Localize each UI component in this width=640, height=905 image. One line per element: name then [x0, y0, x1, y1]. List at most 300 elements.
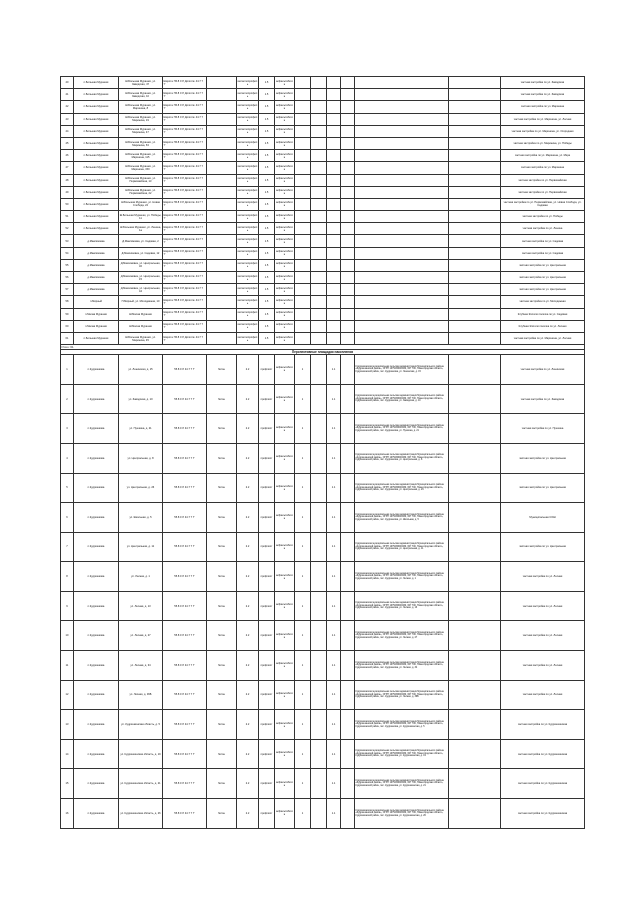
source-cell: частная застройка по ул. Кудряшкинская [501, 710, 585, 740]
empty-cell [327, 89, 341, 101]
section-b-rows [61, 355, 585, 829]
type-cell: металлопрофиль [237, 259, 259, 271]
empty-cell [295, 284, 311, 296]
empty-cell [311, 769, 327, 799]
type-cell: металлопрофиль [237, 186, 259, 198]
table-row [61, 355, 585, 385]
source-cell: частная застройка по ул. Лесная [501, 621, 585, 651]
owner-description-cell: Кудряшкинская муниципальная сельская администрация Муниципального района «Кудряшкинский район», ОГРН 1075238000330, 607 700, Нижегородская область, Кудряшкинский район, пос. Кудряшкова, ул. Кудряшкинская, д. 19 [355, 739, 449, 769]
empty-cell [449, 101, 501, 113]
row-number: 45 [61, 137, 74, 149]
empty-cell [207, 186, 237, 198]
owner-cell: частная застройка по ул. Маринина, ул. Лесная [501, 113, 585, 125]
owner-cell: частная застройка по ул. Садовая [501, 247, 585, 259]
address-cell: Ш.Большая Мурашки, ул. Маринина, 47 [119, 125, 163, 137]
fence-cell: профлист [259, 532, 275, 562]
settlement-cell: п.Кудряшкова [74, 651, 119, 681]
owner-cell: частная застройка по ул. Маринина, ул. Лесная [501, 332, 585, 344]
section-a-rows [61, 77, 585, 345]
empty-cell [355, 259, 449, 271]
empty-cell [449, 272, 501, 284]
coords-cell: Широта: 55.8 0 0' Долгота: 44.7 7 7' [163, 272, 207, 284]
empty-cell [327, 296, 341, 308]
owner-cell: частная застройка по ул. Молодежная [501, 296, 585, 308]
owner-description-cell: Кудряшкинская муниципальная сельская администрация Муниципального района «Кудряшкинский район», ОГРН 1075238000330, 607 700, Нижегородская область, Кудряшкинский район, пос. Кудряшкова, ул. Пушкина, д. 21 [355, 414, 449, 444]
empty-cell [355, 186, 449, 198]
document-page [60, 76, 584, 829]
section-divider [61, 345, 585, 355]
empty-cell [341, 77, 355, 89]
empty-cell [449, 186, 501, 198]
table-row [61, 247, 585, 259]
empty-cell [207, 113, 237, 125]
type-cell: металлопрофиль [237, 77, 259, 89]
empty-cell [341, 769, 355, 799]
area-cell: 1.5 [259, 162, 275, 174]
empty-cell [449, 77, 501, 89]
registry-table [60, 76, 585, 829]
empty-cell [449, 680, 501, 710]
address-cell: ул. Школьная, д. 5 [119, 503, 163, 533]
fence-cell: профлист [259, 710, 275, 740]
volume-cell: 1.1 [327, 503, 341, 533]
empty-cell [327, 101, 341, 113]
bins-cell: 1 [295, 799, 311, 829]
address-cell: Д.Максимовка, ул. Центральная, 32 [119, 259, 163, 271]
empty-cell [207, 235, 237, 247]
cover-cell: асфальтобетон [275, 272, 295, 284]
empty-cell [327, 150, 341, 162]
kind-cell: бетон [207, 799, 237, 829]
area-cell: 1.5 [259, 89, 275, 101]
coords-cell: Широта: 55.8 0 0' Долгота: 44.7 7 7' [163, 259, 207, 271]
empty-cell [311, 621, 327, 651]
fence-cell: профлист [259, 503, 275, 533]
coords-cell: Широта: 55.8 0 0' Долгота: 44.7 7 7' [163, 150, 207, 162]
empty-cell [295, 211, 311, 223]
address-cell: ул. Пушкина, д. 21 [119, 414, 163, 444]
empty-cell [355, 308, 449, 320]
area-cell: 2.2 [237, 769, 259, 799]
volume-cell: 1.1 [327, 680, 341, 710]
kind-cell: бетон [207, 591, 237, 621]
source-cell: частная застройка по ул. Лесная [501, 680, 585, 710]
cover-cell: асфальтобетон [275, 77, 295, 89]
empty-cell [295, 272, 311, 284]
address-cell: ул. Заводская, д. 10 [119, 384, 163, 414]
coords-cell: 55.8 0 0' 44.7 7 7' [163, 503, 207, 533]
table-row [61, 162, 585, 174]
empty-cell [355, 247, 449, 259]
area-cell: 1.5 [259, 77, 275, 89]
owner-cell: частная застройка по ул. Заводская [501, 89, 585, 101]
owner-description-cell: Кудряшкинская муниципальная сельская администрация Муниципального района «Кудряшкинский район», ОГРН 1075238000330, 607 700, Нижегородская область, Кудряшкинский район, пос. Кудряшкова, ул. Школьная, д. 5 [355, 503, 449, 533]
area-cell: 2.2 [237, 384, 259, 414]
empty-cell [311, 137, 327, 149]
address-cell: ул. Кудряшкинская область, д. 5 [119, 710, 163, 740]
owner-cell: частная застройка по ул. Ленина [501, 223, 585, 235]
empty-cell [341, 710, 355, 740]
coords-cell: Широта: 55.8 0 0' Долгота: 44.7 7 7' [163, 162, 207, 174]
coords-cell: 55.8 0 0' 44.7 7 7' [163, 384, 207, 414]
empty-cell [449, 591, 501, 621]
area-cell: 2.2 [237, 355, 259, 385]
empty-cell [327, 137, 341, 149]
table-row [61, 621, 585, 651]
area-cell: 1.5 [259, 223, 275, 235]
address-cell: Ш.Большая Мурашки, ул. Маринина, 150 [119, 162, 163, 174]
empty-cell [341, 174, 355, 186]
coords-cell: 55.8 0 0' 44.7 7 7' [163, 532, 207, 562]
settlement-cell: п.Большая Мурашки [74, 174, 119, 186]
empty-cell [449, 562, 501, 592]
cover-cell: асфальтобетон [275, 296, 295, 308]
empty-cell [449, 710, 501, 740]
owner-cell: частная застройка по ул. Заводская [501, 77, 585, 89]
coords-cell: Широта: 55.8 0 0' Долгота: 44.7 7 7' [163, 174, 207, 186]
coords-cell: Широта: 55.8 0 0' Долгота: 44.7 7 7' [163, 284, 207, 296]
kind-cell: бетон [207, 710, 237, 740]
empty-cell [341, 101, 355, 113]
empty-cell [311, 125, 327, 137]
empty-cell [207, 137, 237, 149]
fence-cell: профлист [259, 591, 275, 621]
row-number: 8 [61, 562, 74, 592]
owner-description-cell: Кудряшкинская муниципальная сельская администрация Муниципального района «Кудряшкинский район», ОГРН 1075238000330, 607 700, Нижегородская область, Кудряшкинский район, пос. Кудряшкова, ул. Центральная, д. 8 [355, 443, 449, 473]
empty-cell [341, 150, 355, 162]
row-number: 50 [61, 198, 74, 210]
type-cell: металлопрофиль [237, 174, 259, 186]
kind-cell: бетон [207, 503, 237, 533]
fence-cell: профлист [259, 355, 275, 385]
empty-cell [207, 162, 237, 174]
empty-cell [295, 162, 311, 174]
area-cell: 1.5 [259, 137, 275, 149]
empty-cell [355, 137, 449, 149]
empty-cell [295, 77, 311, 89]
source-cell: частная застройка по ул. Заводская [501, 384, 585, 414]
type-cell: металлопрофиль [237, 223, 259, 235]
kind-cell: бетон [207, 443, 237, 473]
owner-cell: Клубная Жители поселка по ул. Садовая [501, 308, 585, 320]
empty-cell [341, 137, 355, 149]
empty-cell [327, 272, 341, 284]
area-cell: 1.5 [259, 320, 275, 332]
volume-cell: 1.1 [327, 621, 341, 651]
volume-cell: 1.1 [327, 562, 341, 592]
row-number: 6 [61, 503, 74, 533]
table-row [61, 77, 585, 89]
owner-description-cell: Кудряшкинская муниципальная сельская администрация Муниципального района «Кудряшкинский район», ОГРН 1075238000330, 607 700, Нижегородская область, Кудряшкинский район, пос. Кудряшкова, ул. Кудряшкинская, д. 21 [355, 769, 449, 799]
empty-cell [311, 272, 327, 284]
fence-cell: профлист [259, 621, 275, 651]
coords-cell: Широта: 55.8 0 0' Долгота: 44.7 7 7' [163, 247, 207, 259]
row-number: 41 [61, 89, 74, 101]
empty-cell [327, 332, 341, 344]
table-row [61, 532, 585, 562]
empty-cell [311, 384, 327, 414]
cover-cell: асфальтобетон [275, 562, 295, 592]
area-cell: 2.2 [237, 503, 259, 533]
empty-cell [327, 125, 341, 137]
owner-cell: Клубная Жители поселка по ул. Лесная [501, 320, 585, 332]
table-row [61, 739, 585, 769]
empty-cell [311, 162, 327, 174]
empty-cell [311, 150, 327, 162]
area-cell: 2.2 [237, 651, 259, 681]
empty-cell [327, 186, 341, 198]
coords-cell: Широта: 55.8 0 0' Долгота: 44.7 7 7' [163, 235, 207, 247]
empty-cell [449, 355, 501, 385]
volume-cell: 1.1 [327, 355, 341, 385]
empty-cell [327, 174, 341, 186]
settlement-cell: п.Кудряшкова [74, 414, 119, 444]
area-cell: 1.5 [259, 284, 275, 296]
cover-cell: асфальтобетон [275, 211, 295, 223]
empty-cell [355, 150, 449, 162]
table-row [61, 443, 585, 473]
table-row [61, 89, 585, 101]
settlement-cell: п.Малая Мурашки [74, 308, 119, 320]
address-cell: Ш.Большая Мурашки, ул. Маринина, 19 [119, 113, 163, 125]
volume-cell: 1.1 [327, 384, 341, 414]
address-cell: Ш.Большая Мурашки, ул. Заводская, 10 [119, 89, 163, 101]
row-number: 55 [61, 259, 74, 271]
address-cell: ул. Лесная, д. 27 [119, 621, 163, 651]
table-row [61, 223, 585, 235]
address-cell: ул. Кудряшкинская область, д. 26 [119, 799, 163, 829]
bins-cell: 1 [295, 532, 311, 562]
address-cell: Д.Максимовка, ул. Садовая, 2 [119, 235, 163, 247]
fence-cell: профлист [259, 769, 275, 799]
fence-cell: профлист [259, 651, 275, 681]
cover-cell: асфальтобетон [275, 235, 295, 247]
cover-cell: асфальтобетон [275, 223, 295, 235]
empty-cell [311, 799, 327, 829]
table-row [61, 137, 585, 149]
coords-cell: Широта: 55.8 0 0' Долгота: 44.7 7 7' [163, 125, 207, 137]
row-number: 14 [61, 739, 74, 769]
empty-cell [311, 174, 327, 186]
cover-cell: асфальтобетон [275, 680, 295, 710]
area-cell: 2.2 [237, 591, 259, 621]
volume-cell: 1.1 [327, 591, 341, 621]
table-row [61, 591, 585, 621]
table-row [61, 235, 585, 247]
empty-cell [449, 198, 501, 210]
settlement-cell: п.Большая Мурашки [74, 186, 119, 198]
empty-cell [311, 414, 327, 444]
owner-cell: частная застройка по ул. Первомайская [501, 174, 585, 186]
row-number: 59 [61, 308, 74, 320]
empty-cell [341, 384, 355, 414]
settlement-cell: п.Большая Мурашки [74, 162, 119, 174]
volume-cell: 1.1 [327, 473, 341, 503]
area-cell: 1.5 [259, 186, 275, 198]
empty-cell [355, 174, 449, 186]
table-row [61, 414, 585, 444]
empty-cell [207, 332, 237, 344]
empty-cell [311, 562, 327, 592]
coords-cell: 55.8 0 0' 44.7 7 7' [163, 799, 207, 829]
empty-cell [341, 186, 355, 198]
row-number: 52 [61, 223, 74, 235]
empty-cell [311, 284, 327, 296]
coords-cell: Широта: 55.8 0 0' Долгота: 44.7 7 7' [163, 113, 207, 125]
area-cell: 1.5 [259, 198, 275, 210]
row-number: 61 [61, 332, 74, 344]
settlement-cell: п.Большая Мурашки [74, 89, 119, 101]
empty-cell [355, 125, 449, 137]
table-row [61, 332, 585, 344]
empty-cell [449, 384, 501, 414]
address-cell: ул. Лесная, д. 34 [119, 651, 163, 681]
source-cell: частная застройка по ул. Лесная [501, 591, 585, 621]
empty-cell [341, 89, 355, 101]
table-row [61, 320, 585, 332]
empty-cell [295, 113, 311, 125]
empty-cell [449, 211, 501, 223]
row-number: 2 [61, 384, 74, 414]
coords-cell: Широта: 55.8 0 0' Долгота: 44.7 7 7' [163, 211, 207, 223]
owner-description-cell: Кудряшкинская муниципальная сельская администрация Муниципального района «Кудряшкинский район», ОГРН 1075238000330, 607 700, Нижегородская область, Кудряшкинский район, пос. Кудряшкова, ул. Ленинская, д. 15 [355, 355, 449, 385]
cover-cell: асфальтобетон [275, 473, 295, 503]
settlement-cell: п.Большая Мурашки [74, 101, 119, 113]
empty-cell [311, 247, 327, 259]
fence-cell: профлист [259, 473, 275, 503]
empty-cell [341, 235, 355, 247]
empty-cell [341, 272, 355, 284]
owner-cell: частная застройка по ул. Первомайская [501, 186, 585, 198]
address-cell: Ш.Большая Мурашки, ул. Заводская, 47 [119, 77, 163, 89]
cover-cell: асфальтобетон [275, 113, 295, 125]
empty-cell [341, 651, 355, 681]
address-cell: ул. Лесная, д. 39Б [119, 680, 163, 710]
owner-cell: частная застройка по ул. Маринина, ул. Мира [501, 150, 585, 162]
table-row [61, 186, 585, 198]
area-cell: 2.2 [237, 710, 259, 740]
coords-cell: Широта: 55.8 0 0' Долгота: 44.7 7 7' [163, 198, 207, 210]
area-cell: 1.5 [259, 259, 275, 271]
type-cell: металлопрофиль [237, 211, 259, 223]
empty-cell [449, 532, 501, 562]
table-row [61, 710, 585, 740]
empty-cell [311, 473, 327, 503]
coords-cell: 55.8 0 0' 44.7 7 7' [163, 355, 207, 385]
source-cell: частная застройка по ул. Центральная [501, 532, 585, 562]
kind-cell: бетон [207, 651, 237, 681]
cover-cell: асфальтобетон [275, 162, 295, 174]
row-number: 54 [61, 247, 74, 259]
area-cell: 1.5 [259, 101, 275, 113]
empty-cell [327, 284, 341, 296]
address-cell: Ш.Большая Мурашки, ул. Первомайская, 13 [119, 174, 163, 186]
row-number: 44 [61, 125, 74, 137]
empty-cell [311, 503, 327, 533]
empty-cell [355, 211, 449, 223]
owner-cell: частная застройка по ул. Садовая [501, 235, 585, 247]
cover-cell: асфальтобетон [275, 532, 295, 562]
coords-cell: 55.8 0 0' 44.7 7 7' [163, 651, 207, 681]
empty-cell [207, 296, 237, 308]
empty-cell [341, 113, 355, 125]
source-cell: частная застройка по ул. Пушкина [501, 414, 585, 444]
source-cell: частная застройка по ул. Ленинская [501, 355, 585, 385]
table-row [61, 284, 585, 296]
coords-cell: 55.8 0 0' 44.7 7 7' [163, 562, 207, 592]
table-row [61, 308, 585, 320]
settlement-cell: д.Максимовка [74, 259, 119, 271]
empty-cell [341, 680, 355, 710]
empty-cell [341, 223, 355, 235]
address-cell: ул. Лесная, д. 1 [119, 562, 163, 592]
settlement-cell: п.Большая Мурашки [74, 77, 119, 89]
bins-cell: 1 [295, 651, 311, 681]
empty-cell [327, 162, 341, 174]
empty-cell [449, 769, 501, 799]
fence-cell: профлист [259, 739, 275, 769]
coords-cell: 55.8 0 0' 44.7 7 7' [163, 473, 207, 503]
settlement-cell: п.Кудряшкова [74, 739, 119, 769]
row-number: 46 [61, 150, 74, 162]
volume-cell: 1.1 [327, 651, 341, 681]
area-cell: 2.2 [237, 562, 259, 592]
empty-cell [311, 651, 327, 681]
empty-cell [355, 223, 449, 235]
coords-cell: Широта: 55.8 0 0' Долгота: 44.7 7 7' [163, 332, 207, 344]
source-cell: частная застройка по ул. Лесная [501, 562, 585, 592]
row-number: 5 [61, 473, 74, 503]
empty-cell [311, 710, 327, 740]
row-number: 58 [61, 296, 74, 308]
empty-cell [207, 77, 237, 89]
address-cell: ул. Центральная, д. 11 [119, 532, 163, 562]
table-row [61, 769, 585, 799]
empty-cell [207, 125, 237, 137]
bins-cell: 1 [295, 503, 311, 533]
empty-cell [341, 414, 355, 444]
empty-cell [341, 739, 355, 769]
empty-cell [341, 211, 355, 223]
settlement-cell: п.Кудряшкова [74, 769, 119, 799]
empty-cell [449, 296, 501, 308]
owner-cell: частная застройка по ул. Победы [501, 211, 585, 223]
address-cell: Д.Максимовка, ул. Садовая, 12 [119, 247, 163, 259]
row-number: 57 [61, 284, 74, 296]
empty-cell [341, 320, 355, 332]
volume-cell: 1.1 [327, 710, 341, 740]
cover-cell: асфальтобетон [275, 591, 295, 621]
empty-cell [449, 308, 501, 320]
cover-cell: асфальтобетон [275, 414, 295, 444]
table-row [61, 503, 585, 533]
empty-cell [341, 621, 355, 651]
cover-cell: асфальтобетон [275, 284, 295, 296]
cover-cell: асфальтобетон [275, 320, 295, 332]
empty-cell [355, 162, 449, 174]
volume-cell: 1.1 [327, 443, 341, 473]
empty-cell [449, 162, 501, 174]
empty-cell [327, 223, 341, 235]
empty-cell [327, 235, 341, 247]
empty-cell [341, 284, 355, 296]
empty-cell [449, 137, 501, 149]
cover-cell: асфальтобетон [275, 355, 295, 385]
empty-cell [207, 308, 237, 320]
coords-cell: Широта: 55.8 0 0' Долгота: 44.7 7 7' [163, 186, 207, 198]
type-cell: металлопрофиль [237, 162, 259, 174]
cover-cell: асфальтобетон [275, 89, 295, 101]
